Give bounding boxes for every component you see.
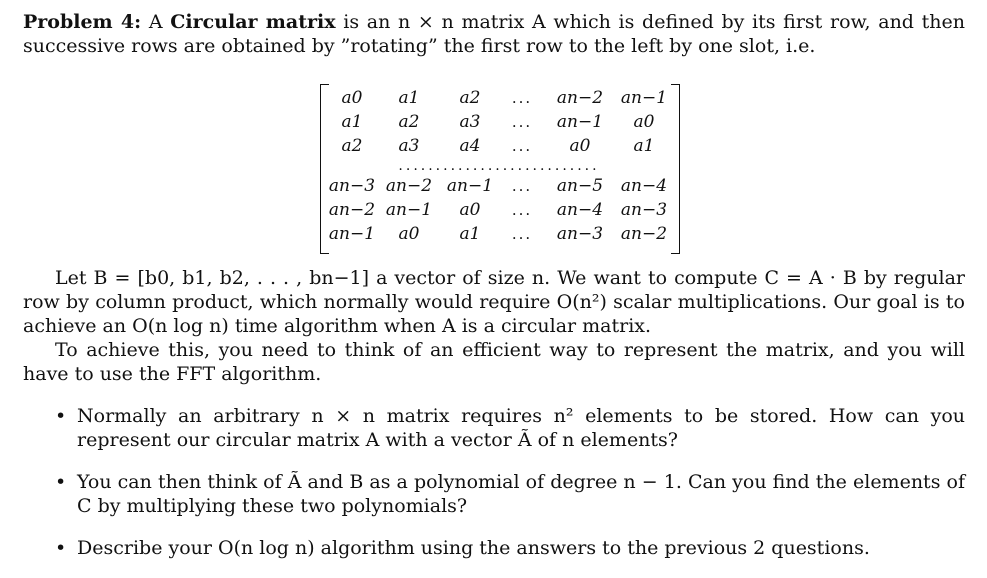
matrix-cell: an−4 — [620, 176, 668, 196]
matrix-ellipsis: ... — [511, 89, 533, 107]
circular-matrix — [320, 84, 680, 254]
question-list — [23, 404, 965, 578]
matrix-cell: a1 — [341, 112, 363, 132]
matrix-cell: a1 — [398, 88, 420, 108]
circular-matrix-term: Circular matrix — [170, 11, 336, 33]
matrix-cell: a0 — [633, 112, 655, 132]
paragraph-vector-b: Let B = [b0, b1, b2, . . . , bn−1] a vector of size n. We want to compute C = A · B by regular row by column product, which normally would require O(n²) scalar multiplications. Our goal is to achieve an O(n log n) time algorithm when A is a circular matrix. — [23, 267, 965, 337]
matrix-cell: a1 — [459, 224, 481, 244]
matrix-separator-row — [326, 158, 672, 174]
matrix-cell: a0 — [341, 88, 363, 108]
matrix-cell: a3 — [459, 112, 481, 132]
matrix-cell: an−1 — [328, 224, 376, 244]
matrix-cell: an−1 — [446, 176, 494, 196]
bullet-icon: • — [55, 471, 67, 493]
matrix-cell: an−3 — [556, 224, 604, 244]
matrix-cell: an−1 — [385, 200, 433, 220]
matrix-cell: an−2 — [328, 200, 376, 220]
matrix-cell: an−1 — [556, 112, 604, 132]
matrix-ellipsis: ... — [511, 225, 533, 243]
matrix-ellipsis: ... — [511, 177, 533, 195]
matrix-cell: a3 — [398, 136, 420, 156]
problem-intro — [23, 10, 965, 58]
matrix-right-bracket — [671, 84, 680, 254]
question-text: Normally an arbitrary n × n matrix requires n² elements to be stored. How can you represent our circular matrix A with a vector Ã of n elements? — [77, 405, 965, 451]
problem-heading: Problem 4: — [23, 11, 142, 33]
question-text: Describe your O(n log n) algorithm using the answers to the previous 2 questions. — [77, 537, 870, 559]
question-item — [23, 404, 965, 452]
matrix-row — [326, 134, 672, 158]
matrix-cell: a0 — [398, 224, 420, 244]
matrix-cell: an−3 — [620, 200, 668, 220]
matrix-cell: a2 — [459, 88, 481, 108]
matrix-cell: a0 — [569, 136, 591, 156]
question-item — [23, 536, 965, 560]
matrix-cell: a2 — [341, 136, 363, 156]
matrix-cell: a1 — [633, 136, 655, 156]
matrix-row — [326, 86, 672, 110]
matrix-table — [326, 86, 672, 246]
matrix-cell: an−2 — [385, 176, 433, 196]
matrix-cell: an−2 — [556, 88, 604, 108]
question-item — [23, 470, 965, 518]
bullet-icon: • — [55, 405, 67, 427]
matrix-ellipsis: ... — [511, 201, 533, 219]
problem-statement — [23, 8, 965, 58]
matrix-cell: an−3 — [328, 176, 376, 196]
matrix-row — [326, 110, 672, 134]
matrix-cell: an−4 — [556, 200, 604, 220]
matrix-cell: a2 — [398, 112, 420, 132]
problem-body — [23, 266, 965, 386]
matrix-row — [326, 222, 672, 246]
matrix-cell: an−1 — [620, 88, 668, 108]
paragraph-fft-hint: To achieve this, you need to think of an efficient way to represent the matrix, and you will have to use the FFT algorithm. — [23, 339, 965, 385]
matrix-ellipsis: ... — [511, 113, 533, 131]
matrix-ellipsis: ... — [511, 137, 533, 155]
matrix-cell: a0 — [459, 200, 481, 220]
matrix-row — [326, 174, 672, 198]
matrix-row — [326, 198, 672, 222]
question-text: You can then think of Ã and B as a polynomial of degree n − 1. Can you find the elements of C by multiplying these two polynomials? — [77, 471, 965, 517]
intro-pre: A — [148, 11, 163, 33]
matrix-cell: an−5 — [556, 176, 604, 196]
matrix-cell: a4 — [459, 136, 481, 156]
intro-text: is an n × n matrix A which is defined by its first row, and then successive rows are obtained by ”rotating” the first row to the left by one slot, i.e. — [23, 11, 966, 57]
matrix-cell: an−2 — [620, 224, 668, 244]
bullet-icon: • — [55, 537, 67, 559]
matrix-separator: ........................... — [398, 158, 600, 174]
